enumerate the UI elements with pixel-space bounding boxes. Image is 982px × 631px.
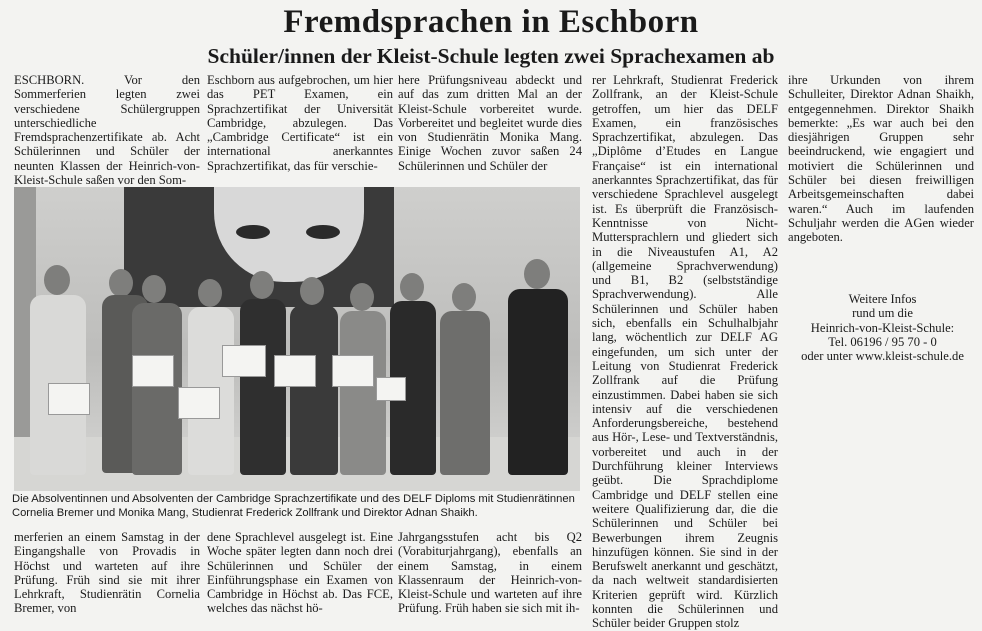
info-website: oder unter www.kleist-schule.de: [801, 349, 964, 364]
photo-person: [132, 303, 182, 475]
headline: Fremdsprachen in Eschborn: [283, 4, 699, 40]
photo-person-head: [44, 265, 70, 295]
photo-certificate: [132, 355, 174, 387]
photo-person-head: [198, 279, 222, 307]
photo-caption: Die Absolventinnen und Absolventen der Cambridge Sprachzertifikate und des DELF Diploms mit Studienrätinnen Cornelia Bremer und Monika Mang, Studienrat Frederick Zollfrank und Direktor Adnan Shaikh.: [12, 493, 575, 519]
photo-certificate: [376, 377, 406, 401]
photo-person: [440, 311, 490, 475]
column-1-top: ESCHBORN. Vor den Sommerferien legten zwei verschiedene Schülergruppen unterschiedliche Fremdsprachenzertifikate ab. Acht Schülerinnen und Schüler der neunten Klassen der Heinrich-von-Kleist-Schule saßen vor den Som-: [14, 73, 200, 188]
photo-person-head: [300, 277, 324, 305]
column-5: ihre Urkunden von ihrem Schulleiter, Direktor Adnan Shaikh, entgegennehmen. Direktor Shaikh bemerkte: „Es war auch bei den diesjährigen Gruppen sehr beeindruckend, wie engagiert und motiviert die Schülerinnen und Schüler bei diesen freiwilligen Arbeitsgemeinschaften dabei waren.“ Auch im laufenden Schuljahr werden die AGen wieder angeboten.: [788, 73, 974, 245]
photo-mural-eye: [306, 225, 340, 239]
photo-person: [240, 299, 286, 475]
photo-certificate: [222, 345, 266, 377]
photo-person-head: [400, 273, 424, 301]
info-line-3: Heinrich-von-Kleist-Schule:: [810, 320, 955, 335]
photo-person-head: [250, 271, 274, 299]
photo-person-head: [142, 275, 166, 303]
photo-certificate: [178, 387, 220, 419]
photo-certificate: [48, 383, 90, 415]
photo-person: [290, 305, 338, 475]
group-photo: [14, 187, 580, 491]
column-2-bottom: dene Sprachlevel ausgelegt ist. Eine Woche später legten dann noch drei Schülerinnen und Schüler der Einführungsphase ein Examen von Cambridge in Höchst ab. Das FCE, welches das nächst hö-: [207, 530, 393, 616]
photo-certificate: [332, 355, 374, 387]
info-phone: Tel. 06196 / 95 70 - 0: [828, 334, 937, 349]
photo-person-head: [452, 283, 476, 311]
column-1-bottom: merferien an einem Samstag in der Eingangshalle von Provadis in Höchst und warteten auf ihre Prüfung. Früh sind sie mit ihrer Lehrkraft, Studienrätin Cornelia Bremer, von: [14, 530, 200, 616]
column-3-bottom: Jahrgangsstufen acht bis Q2 (Vorabiturjahrgang), ebenfalls an einem Samstag, in einem Klassenraum der Heinrich-von-Kleist-Schule und warteten auf ihre Prüfung. Früh haben sie sich mit ih-: [398, 530, 582, 616]
info-box: [790, 292, 975, 363]
info-line-1: Weitere Infos: [848, 292, 917, 306]
photo-certificate: [274, 355, 316, 387]
subheadline: Schüler/innen der Kleist-Schule legten zwei Sprachexamen ab: [207, 44, 775, 68]
column-4: rer Lehrkraft, Studienrat Frederick Zollfrank, an der Kleist-Schule getroffen, um hier das DELF Examen, ein französisches Sprachzertifikat, abzulegen. Das „Diplôme d’Etudes en Langue Française“ ist ein international anerkanntes Sprachzertifikat, das für verschiedene Sprachlevel ausgelegt ist. Es überprüft die Französisch-Kenntnisse von Nicht-Muttersprachlern und gliedert sich in die Niveaustufen A1, A2 (allgemeine Sprachverwendung) und B1, B2 (selbstständige Sprachverwendung). Alle Schülerinnen und Schüler haben sich, ebenfalls ein Schulhalbjahr lang, wöchentlich zur DELF AG eingefunden, um sich unter der Leitung von Studienrat Frederick Zollfrank auf die Prüfung einzustimmen. Dabei haben sie sich intensiv auf die verschiedenen Anforderungsbereiche, bestehend aus Hör-, Lese- und Textverständnis, vorbereitet und auch in der Durchführung kleiner Interviews geübt. Die Sprachdiplome Cambridge und DELF stellen eine weitere Qualifizierung dar, die die Schülerinnen und Schüler bei Bewerbungen ihrem Zeugnis hinzufügen können. Sie sind in der Berufswelt anerkannt und geschätzt, da nach weltweit standardisierten Kriterien geprüft wird. Kürzlich konnten die Schülerinnen und Schüler beider Gruppen stolz: [592, 73, 778, 631]
column-3-top: here Prüfungsniveau abdeckt und auf das zum dritten Mal an der Kleist-Schule vorbereitet wurde. Vorbereitet und begleitet wurde dies von Studienrätin Monika Mang. Einige Wochen zuvor saßen 24 Schülerinnen und Schüler der: [398, 73, 582, 173]
photo-person-head: [109, 269, 133, 297]
column-2-top: Eschborn aus aufgebrochen, um hier das PET Examen, ein Sprachzertifikat der Universität Cambridge, abzulegen. Das „Cambridge Certificate“ ist ein international anerkanntes Sprachzertifikat, das für verschie-: [207, 73, 393, 173]
info-line-2: rund um die: [852, 306, 913, 321]
photo-person-head: [350, 283, 374, 311]
photo-mural-eye: [236, 225, 270, 239]
photo-person: [508, 289, 568, 475]
photo-person-head: [524, 259, 550, 289]
